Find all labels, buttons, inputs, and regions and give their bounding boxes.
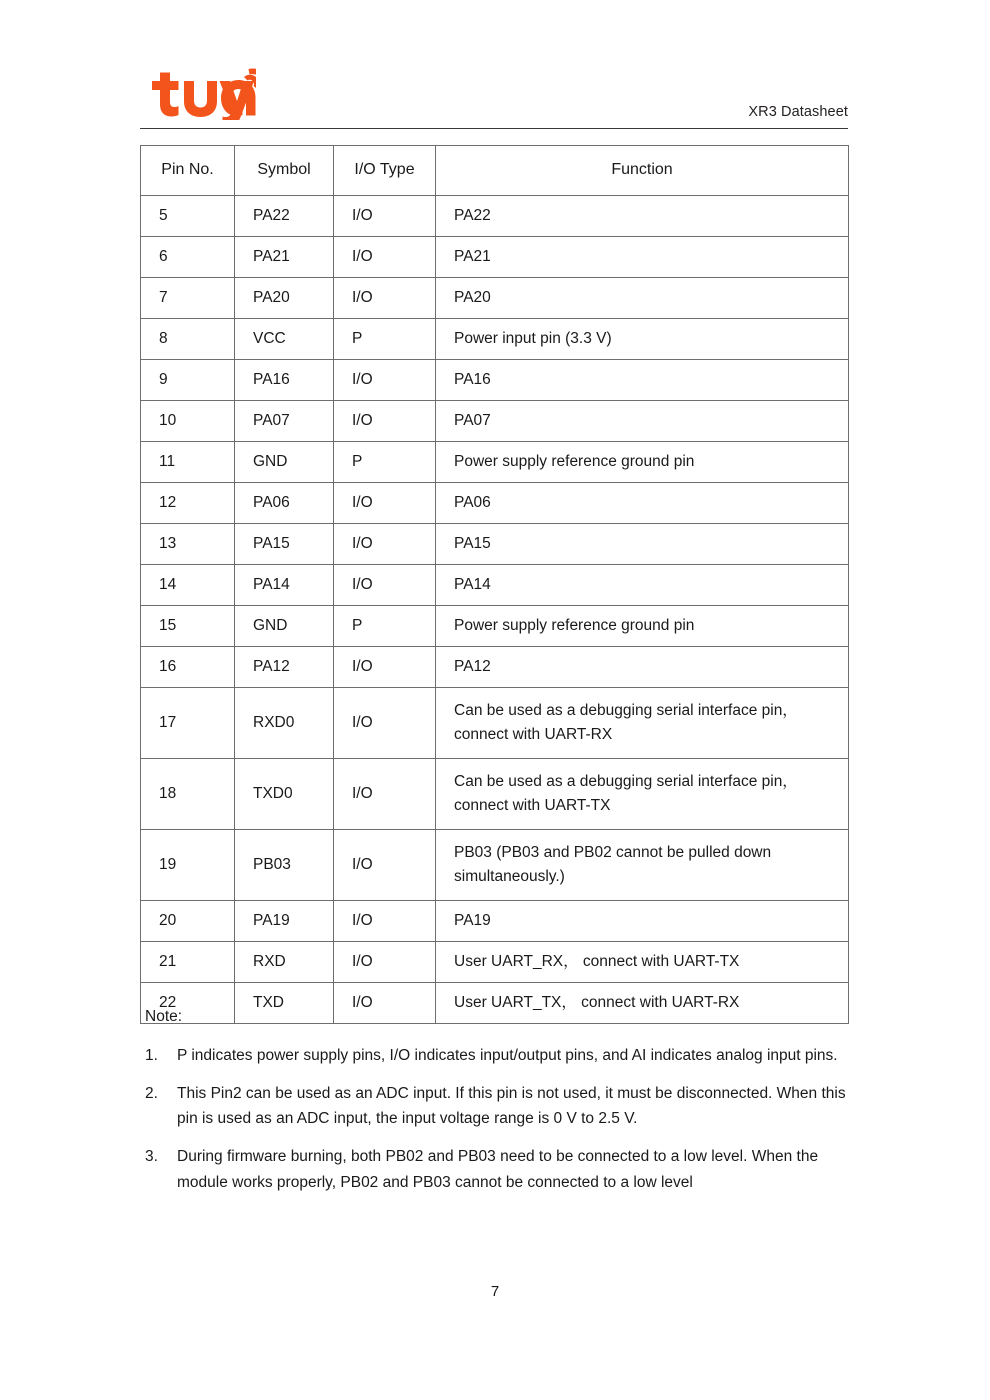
cell-function-line: PA22 xyxy=(454,206,491,224)
cell-pin-no: 16 xyxy=(141,647,235,688)
notes-label: Note: xyxy=(145,1008,183,1025)
cell-symbol: PA20 xyxy=(235,278,334,319)
table-row xyxy=(141,565,849,606)
cell-function-line: Power supply reference ground pin xyxy=(454,452,695,470)
cell-io-type: I/O xyxy=(334,237,436,278)
cell-function xyxy=(436,565,849,606)
cell-function-line: PA19 xyxy=(454,911,491,929)
note-item xyxy=(140,1081,852,1131)
note-number: 2. xyxy=(145,1085,158,1103)
cell-symbol: TXD xyxy=(235,983,334,1024)
cell-function-line: PA06 xyxy=(454,493,491,511)
cell-symbol: PA22 xyxy=(235,196,334,237)
cell-function xyxy=(436,942,849,983)
cell-symbol: RXD xyxy=(235,942,334,983)
table-row xyxy=(141,278,849,319)
cell-pin-no: 21 xyxy=(141,942,235,983)
cell-function xyxy=(436,237,849,278)
cell-function-line: connect with UART-TX xyxy=(454,797,611,814)
cell-function-line: simultaneously.) xyxy=(454,868,565,885)
table-row xyxy=(141,319,849,360)
cell-pin-no: 18 xyxy=(141,759,235,830)
column-header-io-type: I/O Type xyxy=(334,146,436,196)
cell-io-type: I/O xyxy=(334,942,436,983)
cell-pin-no: 14 xyxy=(141,565,235,606)
cell-io-type: P xyxy=(334,319,436,360)
cell-io-type: I/O xyxy=(334,196,436,237)
tuya-logo xyxy=(146,68,256,120)
page-number: 7 xyxy=(490,1283,500,1300)
table-row xyxy=(141,942,849,983)
cell-pin-no: 13 xyxy=(141,524,235,565)
table-row xyxy=(141,688,849,759)
note-item xyxy=(140,1144,852,1194)
table-row xyxy=(141,759,849,830)
cell-function-line: PA16 xyxy=(454,370,491,388)
cell-function xyxy=(436,524,849,565)
table-row xyxy=(141,360,849,401)
table-row xyxy=(141,401,849,442)
pin-definition-table xyxy=(140,145,849,1024)
table-row xyxy=(141,483,849,524)
cell-io-type: I/O xyxy=(334,524,436,565)
cell-pin-no: 11 xyxy=(141,442,235,483)
cell-symbol: PA12 xyxy=(235,647,334,688)
cell-io-type: I/O xyxy=(334,278,436,319)
cell-function xyxy=(436,442,849,483)
cell-function-line: Can be used as a debugging serial interface pin， xyxy=(454,772,798,790)
cell-symbol: RXD0 xyxy=(235,688,334,759)
cell-function xyxy=(436,647,849,688)
cell-function xyxy=(436,483,849,524)
table-header-row xyxy=(141,146,849,196)
cell-io-type: I/O xyxy=(334,688,436,759)
cell-io-type: P xyxy=(334,606,436,647)
column-header-pin-no: Pin No. xyxy=(141,146,235,196)
cell-function xyxy=(436,759,849,830)
cell-symbol: PA15 xyxy=(235,524,334,565)
page-header xyxy=(140,62,848,124)
cell-function-line: Power supply reference ground pin xyxy=(454,616,695,634)
cell-symbol: PA06 xyxy=(235,483,334,524)
cell-pin-no: 12 xyxy=(141,483,235,524)
cell-io-type: I/O xyxy=(334,901,436,942)
table-row xyxy=(141,606,849,647)
cell-pin-no: 7 xyxy=(141,278,235,319)
cell-symbol: PB03 xyxy=(235,830,334,901)
cell-function xyxy=(436,278,849,319)
cell-pin-no: 8 xyxy=(141,319,235,360)
cell-function xyxy=(436,830,849,901)
cell-io-type: I/O xyxy=(334,759,436,830)
table-row xyxy=(141,901,849,942)
cell-pin-no: 22 xyxy=(141,983,235,1024)
column-header-symbol: Symbol xyxy=(235,146,334,196)
cell-function-line: User UART_RX， connect with UART-TX xyxy=(454,952,740,970)
note-text: This Pin2 can be used as an ADC input. If this pin is not used, it must be disconnected. When this pin is used as an ADC input, the input voltage range is 0 V to 2.5 V. xyxy=(177,1085,846,1128)
cell-function-line: PB03 (PB03 and PB02 cannot be pulled down xyxy=(454,843,772,861)
cell-function xyxy=(436,196,849,237)
cell-pin-no: 6 xyxy=(141,237,235,278)
table-row xyxy=(141,237,849,278)
cell-function-line: PA14 xyxy=(454,575,491,593)
cell-symbol: GND xyxy=(235,442,334,483)
table-row xyxy=(141,647,849,688)
note-number: 1. xyxy=(145,1047,158,1065)
cell-io-type: I/O xyxy=(334,983,436,1024)
cell-symbol: PA07 xyxy=(235,401,334,442)
cell-function-line: PA12 xyxy=(454,657,491,675)
note-text: During firmware burning, both PB02 and PB03 need to be connected to a low level. When the module works properly, PB02 and PB03 cannot be connected to a low level xyxy=(177,1148,819,1191)
cell-io-type: I/O xyxy=(334,830,436,901)
cell-function-line: connect with UART-RX xyxy=(454,726,613,743)
table-header xyxy=(141,146,849,196)
cell-function-line: PA15 xyxy=(454,534,491,552)
cell-pin-no: 19 xyxy=(141,830,235,901)
cell-symbol: PA19 xyxy=(235,901,334,942)
cell-symbol: VCC xyxy=(235,319,334,360)
cell-symbol: PA21 xyxy=(235,237,334,278)
cell-function-line: User UART_TX， connect with UART-RX xyxy=(454,993,740,1011)
cell-function xyxy=(436,901,849,942)
cell-function xyxy=(436,401,849,442)
cell-symbol: PA16 xyxy=(235,360,334,401)
note-item xyxy=(140,1043,852,1068)
cell-function-line: Can be used as a debugging serial interface pin， xyxy=(454,701,798,719)
cell-symbol: TXD0 xyxy=(235,759,334,830)
notes-list xyxy=(140,1043,852,1195)
cell-io-type: I/O xyxy=(334,401,436,442)
note-text: P indicates power supply pins, I/O indicates input/output pins, and AI indicates analog input pins. xyxy=(177,1047,838,1065)
table-body xyxy=(141,196,849,1024)
cell-function xyxy=(436,606,849,647)
cell-symbol: PA14 xyxy=(235,565,334,606)
cell-function xyxy=(436,360,849,401)
note-number: 3. xyxy=(145,1148,158,1166)
header-divider xyxy=(140,128,848,129)
cell-io-type: I/O xyxy=(334,483,436,524)
table-row xyxy=(141,442,849,483)
table-row xyxy=(141,524,849,565)
cell-io-type: I/O xyxy=(334,565,436,606)
cell-io-type: I/O xyxy=(334,360,436,401)
cell-function xyxy=(436,688,849,759)
cell-pin-no: 5 xyxy=(141,196,235,237)
cell-function-line: PA20 xyxy=(454,288,491,306)
cell-io-type: I/O xyxy=(334,647,436,688)
cell-io-type: P xyxy=(334,442,436,483)
cell-function xyxy=(436,319,849,360)
cell-pin-no: 9 xyxy=(141,360,235,401)
cell-function-line: PA07 xyxy=(454,411,491,429)
cell-function-line: PA21 xyxy=(454,247,491,265)
header-title: XR3 Datasheet xyxy=(748,104,848,120)
table-row xyxy=(141,196,849,237)
column-header-function: Function xyxy=(436,146,849,196)
cell-pin-no: 10 xyxy=(141,401,235,442)
cell-function-line: Power input pin (3.3 V) xyxy=(454,329,612,347)
cell-pin-no: 20 xyxy=(141,901,235,942)
notes-section xyxy=(140,1004,852,1208)
cell-pin-no: 15 xyxy=(141,606,235,647)
cell-pin-no: 17 xyxy=(141,688,235,759)
table-row xyxy=(141,830,849,901)
cell-symbol: GND xyxy=(235,606,334,647)
